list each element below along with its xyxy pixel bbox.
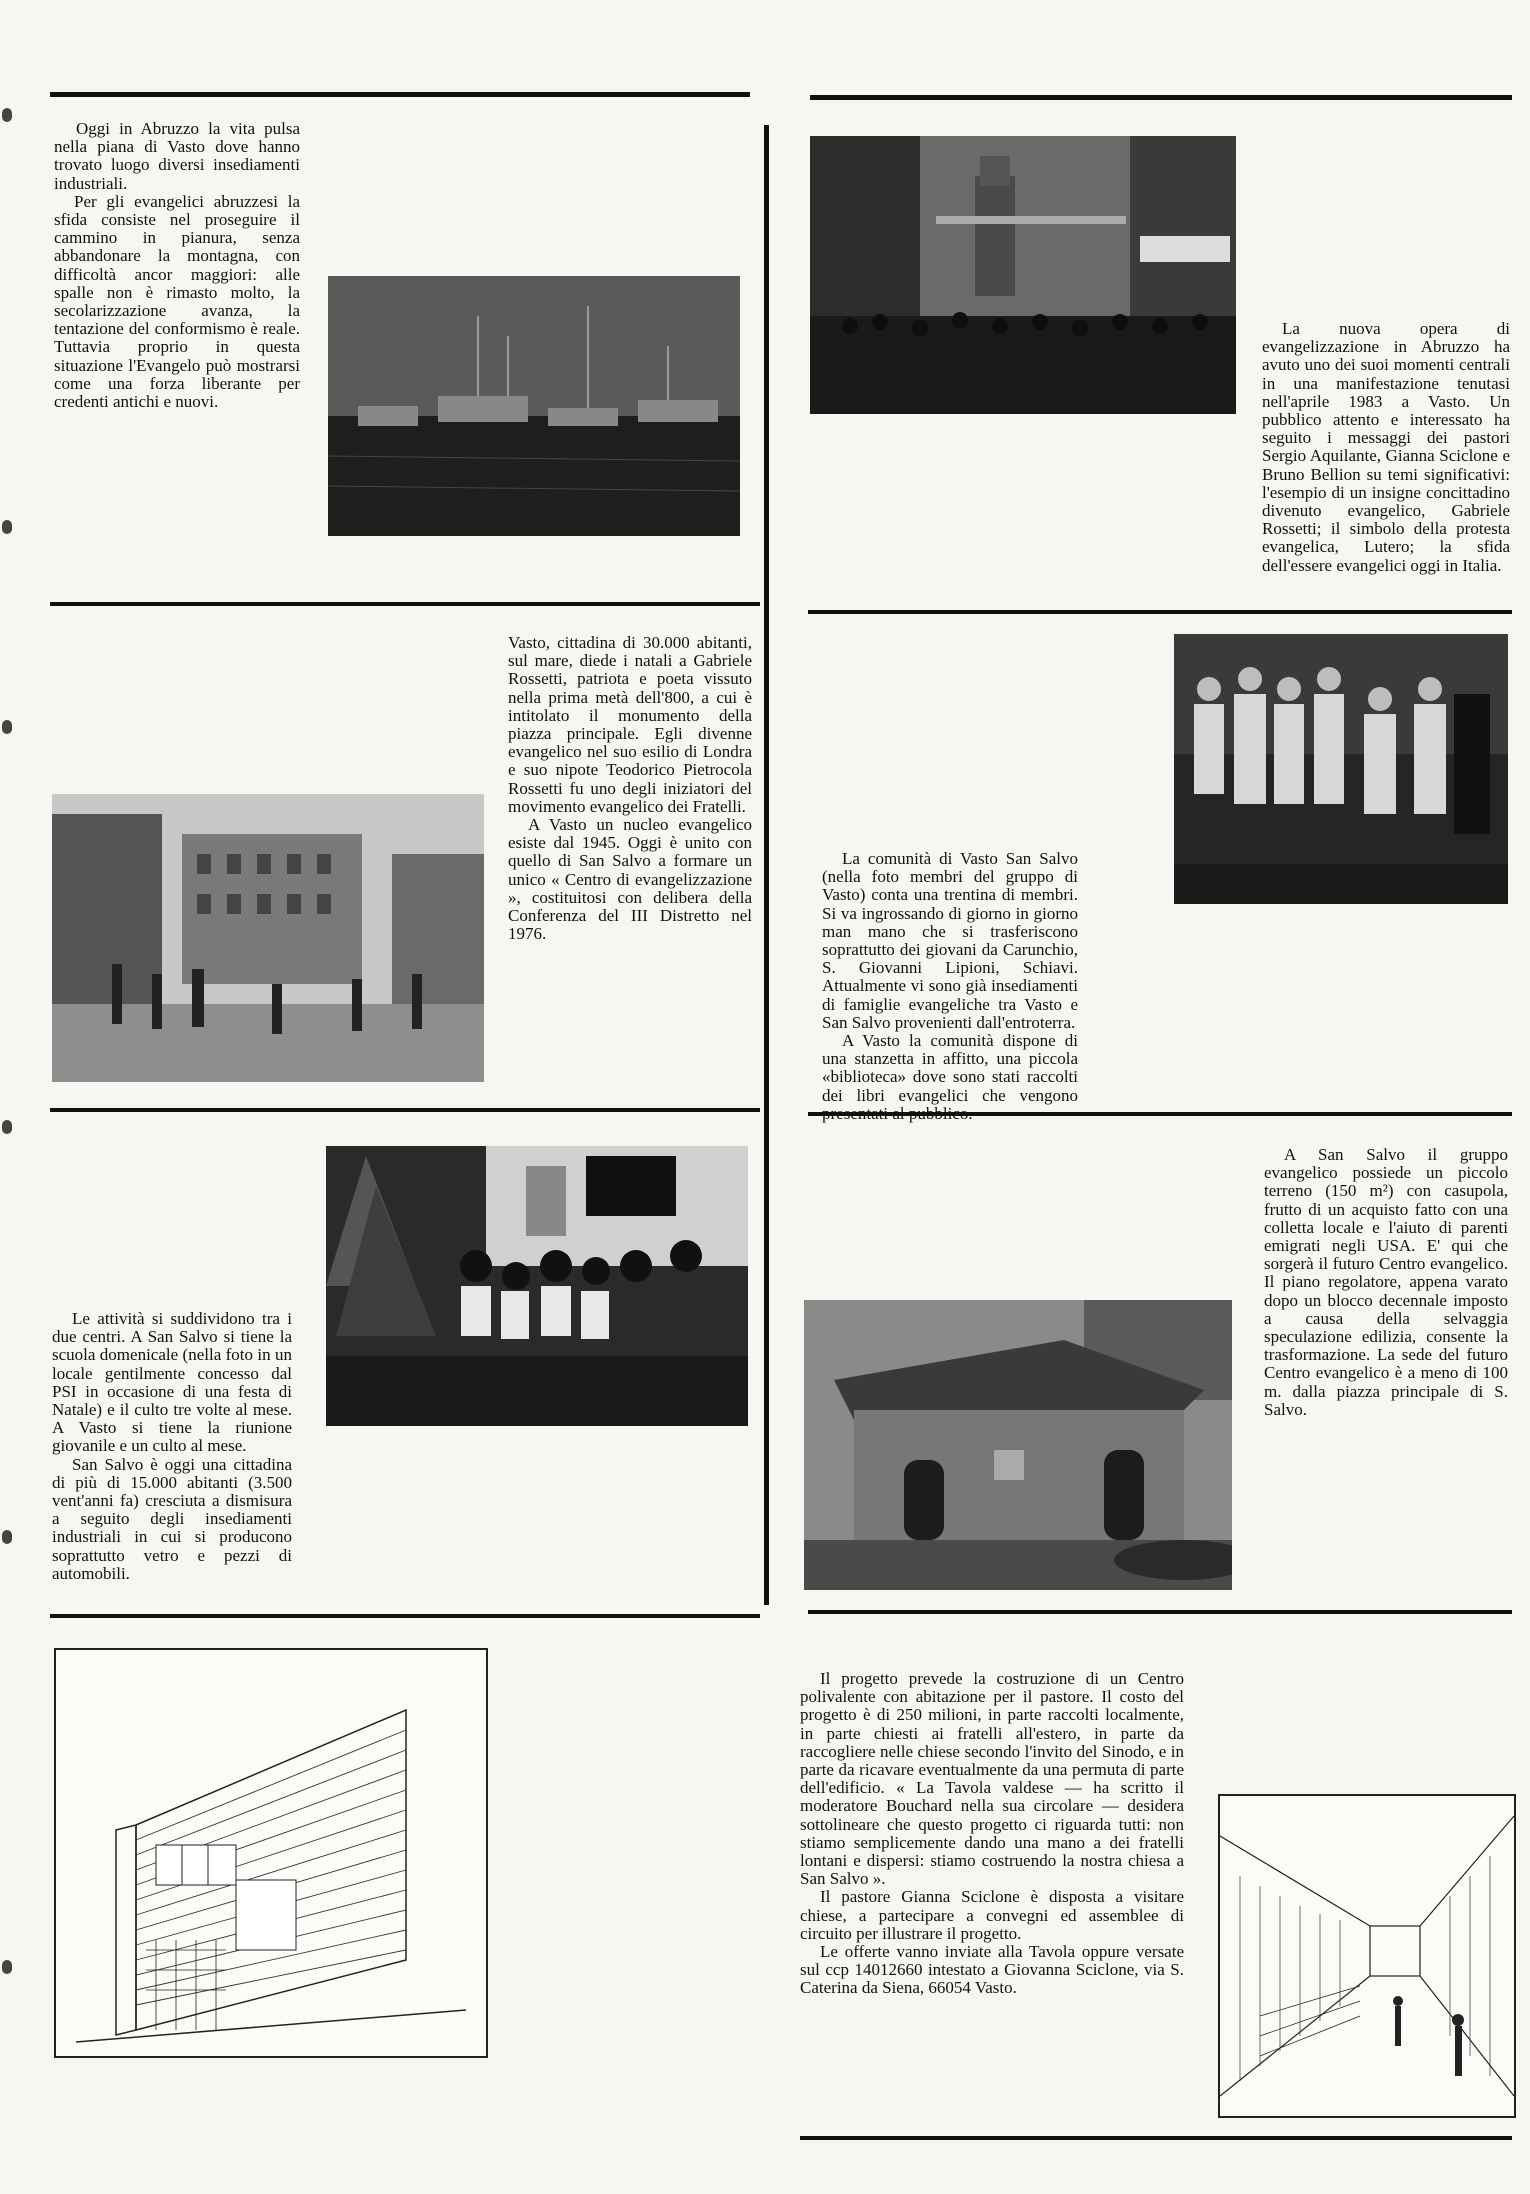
activities-paragraph: San Salvo è oggi una cittadina di più di 15.000 abitanti (3.500 vent'anni fa) cresciuta a dismisura a seguito degli insediamenti industriali in cui si producono soprattutto vetro e pezzi di automobili. — [52, 1454, 292, 1583]
column-divider — [764, 125, 769, 1605]
vasto-piazza-photo — [52, 794, 484, 1082]
manifestation-article — [1262, 320, 1510, 575]
top-rule-right — [810, 95, 1512, 100]
sansalvo-paragraph: A San Salvo il gruppo evangelico possiede un piccolo terreno (150 m²) con casupola, frutto di un acquisto fatto con una colletta locale e l'aiuto di parenti emigrati negli USA. E' qui che sorgerà il futuro Centro evangelico. Il piano regolatore, appena varato dopo un blocco decennale imposto a causa della selvaggia speculazione edilizia, consente la trasformazione. La sede del futuro Centro evangelico è a meno di 100 m. dalla piazza principale di S. Salvo. — [1264, 1145, 1508, 1419]
project-paragraph: Il progetto prevede la costruzione di un Centro polivalente con abitazione per il pastore. Il costo del progetto è di 250 milioni, in parte raccolti localmente, in parte chiesti ai fratelli all'estero, in parte da raccogliere nelle chiese secondo l'invito del Sinodo, e in parte da ricavare eventualmente da una permuta di parte dell'edificio. « La Tavola valdese — ha scritto il moderatore Bouchard nella sua circolare — desidera sottolineare che questo progetto ci riguarda tutti: non stiamo semplicemente dando una mano a dei fratelli lontani e dispersi: stiamo costruendo la nostra chiesa a San Salvo ». — [800, 1669, 1184, 1889]
row-rule-right-3 — [808, 1610, 1512, 1614]
interior-perspective-drawing — [1218, 1794, 1516, 2118]
building-facade-drawing — [54, 1648, 488, 2058]
binder-hole — [2, 520, 12, 534]
activities-paragraph: Le attività si suddividono tra i due centri. A San Salvo si tiene la scuola domenicale (nella foto in un locale gentilmente concesso dal PSI in occasione di una festa di Natale) e il culto tre volte al mese. A Vasto si tiene la riunione giovanile e un culto al mese. — [52, 1309, 292, 1456]
manifestation-crowd-photo — [810, 136, 1236, 414]
top-rule-left — [50, 92, 750, 97]
community-article — [822, 850, 1078, 1123]
intro-article — [54, 120, 300, 411]
project-paragraph: Il pastore Gianna Sciclone è disposta a visitare chiese, a partecipare a convegni ed assemblee di circuito per illustrare il progetto. — [800, 1887, 1184, 1943]
binder-hole — [2, 108, 12, 122]
community-paragraph: A Vasto la comunità dispone di una stanzetta in affitto, una piccola «biblioteca» dove sono stati raccolti dei libri evangelici che vengono presentati al pubblico. — [822, 1031, 1078, 1123]
row-rule-left-2 — [50, 1108, 760, 1112]
vasto-group-photo — [1174, 634, 1508, 904]
row-rule-left-3 — [50, 1614, 760, 1618]
bottom-rule — [800, 2136, 1512, 2140]
row-rule-right-1 — [808, 610, 1512, 614]
manifestation-paragraph: La nuova opera di evangelizzazione in Abruzzo ha avuto uno dei suoi momenti centrali in una manifestazione tenutasi nell'aprile 1983 a Vasto. Un pubblico attento e interessato ha seguito i messaggi dei pastori Sergio Aquilante, Gianna Sciclone e Bruno Bellion su temi significativi: l'esempio di un insigne concittadino divenuto evangelico, Gabriele Rossetti; il simbolo della protesta evangelica, Lutero; la sfida dell'essere evangelici oggi in Italia. — [1262, 319, 1510, 575]
project-article — [800, 1670, 1184, 1998]
activities-article — [52, 1310, 292, 1583]
sansalvo-article — [1264, 1146, 1508, 1419]
row-rule-left-1 — [50, 602, 760, 606]
binder-hole — [2, 1960, 12, 1974]
intro-paragraph: Oggi in Abruzzo la vita pulsa nella piana di Vasto dove hanno trovato luogo diversi insediamenti industriali. — [54, 119, 300, 193]
project-paragraph: Le offerte vanno inviate alla Tavola oppure versate sul ccp 14012660 intestato a Giovanna Sciclone, via S. Caterina da Siena, 66054 Vasto. — [800, 1942, 1184, 1998]
binder-hole — [2, 1530, 12, 1544]
binder-hole — [2, 1120, 12, 1134]
community-paragraph: La comunità di Vasto San Salvo (nella foto membri del gruppo di Vasto) conta una trentina di membri. Si va ingrossando di giorno in giorno man mano che si trasferiscono soprattutto dei giovani da Carunchio, S. Giovanni Lipioni, Schiavi. Attualmente vi sono già insediamenti di famiglie evangeliche tra Vasto e San Salvo provenienti dall'entroterra. — [822, 849, 1078, 1032]
sunday-school-photo — [326, 1146, 748, 1426]
sansalvo-house-photo — [804, 1300, 1232, 1590]
vasto-paragraph: Vasto, cittadina di 30.000 abitanti, sul mare, diede i natali a Gabriele Rossetti, patriota e poeta vissuto nella prima metà dell'800, a cui è intitolato il monumento della piazza principale. Egli divenne evangelico nel suo esilio di Londra e suo nipote Teodorico Pietrocola Rossetti fu uno degli iniziatori del movimento evangelico dei Fratelli. — [508, 633, 752, 816]
intro-paragraph: Per gli evangelici abruzzesi la sfida consiste nel proseguire il cammino in pianura, senza abbandonare la montagna, con difficoltà ancor maggiori: alle spalle non è rimasto molto, la secolarizzazione avanza, la tentazione del conformismo è reale. Tuttavia proprio in questa situazione l'Evangelo può mostrarsi come una forza liberante per credenti antichi e nuovi. — [54, 191, 300, 412]
vasto-paragraph: A Vasto un nucleo evangelico esiste dal 1945. Oggi è unito con quello di San Salvo a formare un unico « Centro di evangelizzazione », costituitosi con delibera della Conferenza del III Distretto nel 1976. — [508, 815, 752, 944]
harbour-photo — [328, 276, 740, 536]
vasto-article — [508, 634, 752, 943]
binder-hole — [2, 720, 12, 734]
